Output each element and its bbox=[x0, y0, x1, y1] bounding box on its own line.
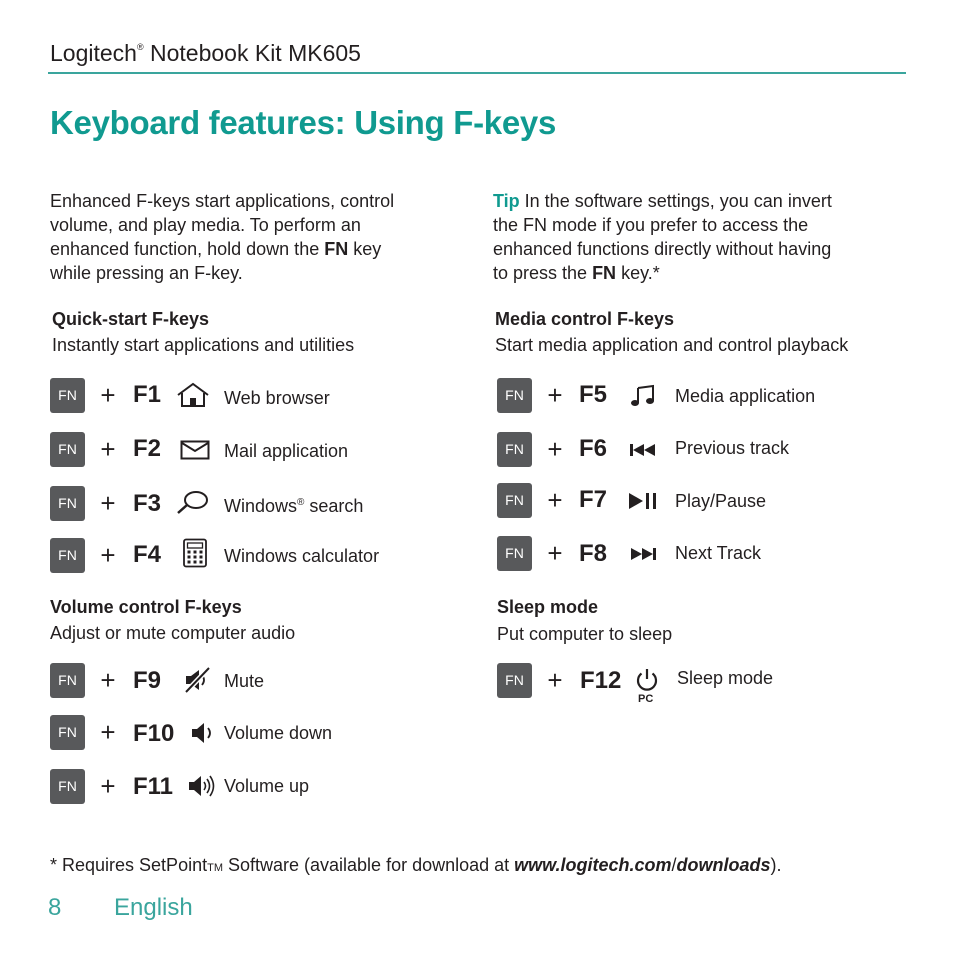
f11-key: F11 bbox=[133, 773, 174, 800]
pc-label: PC bbox=[638, 693, 654, 705]
intro-paragraph bbox=[50, 189, 450, 285]
fn-bold: FN bbox=[592, 263, 617, 283]
home-icon bbox=[176, 381, 210, 409]
intro-line-1: Enhanced F-keys start applications, control bbox=[50, 191, 395, 211]
f3-key: F3 bbox=[133, 490, 162, 517]
registered-mark: ® bbox=[297, 497, 305, 508]
plus-sign: + bbox=[547, 485, 563, 515]
plus-sign: + bbox=[100, 540, 116, 570]
fn-key: FN bbox=[497, 483, 532, 518]
trademark-mark: TM bbox=[207, 862, 223, 874]
footnote-text-2: Software (available for download at bbox=[222, 855, 515, 875]
f1-key: F1 bbox=[133, 381, 162, 408]
footnote-text: * Requires SetPoint bbox=[50, 855, 208, 875]
tip-line-1-text: In the software settings, you can invert bbox=[519, 191, 832, 211]
power-icon bbox=[634, 667, 660, 689]
plus-sign: + bbox=[547, 538, 563, 568]
product-name: Notebook Kit MK605 bbox=[143, 40, 361, 66]
download-link-path[interactable]: downloads bbox=[676, 855, 771, 875]
document-header bbox=[50, 40, 361, 67]
plus-sign: + bbox=[100, 488, 116, 518]
plus-sign: + bbox=[547, 380, 563, 410]
f2-key: F2 bbox=[133, 435, 162, 462]
f7-key: F7 bbox=[579, 486, 608, 513]
plus-sign: + bbox=[100, 380, 116, 410]
language-label: English bbox=[114, 894, 193, 921]
plus-sign: + bbox=[547, 434, 563, 464]
quick-start-heading: Quick-start F-keys bbox=[52, 309, 210, 329]
plus-sign: + bbox=[100, 717, 116, 747]
volume-down-icon bbox=[186, 719, 220, 747]
intro-line-3-end: key bbox=[348, 239, 382, 259]
footnote-end: ). bbox=[770, 855, 782, 875]
search-icon bbox=[176, 489, 210, 517]
tip-paragraph bbox=[493, 189, 903, 285]
tip-line-4-end: key.* bbox=[616, 263, 660, 283]
f8-description: Next Track bbox=[675, 543, 762, 563]
play-pause-icon bbox=[626, 487, 660, 515]
f9-description: Mute bbox=[224, 671, 265, 691]
fn-key: FN bbox=[50, 486, 85, 521]
fn-key: FN bbox=[50, 715, 85, 750]
sleep-heading: Sleep mode bbox=[497, 597, 599, 617]
volume-subtitle: Adjust or mute computer audio bbox=[50, 623, 296, 643]
tip-line-4-text: to press the bbox=[493, 263, 593, 283]
brand-name: Logitech bbox=[50, 40, 137, 66]
f3-description-text: Windows bbox=[224, 496, 298, 516]
mail-icon bbox=[178, 436, 212, 464]
f4-description: Windows calculator bbox=[224, 546, 380, 566]
fn-bold: FN bbox=[324, 239, 349, 259]
f11-description: Volume up bbox=[224, 776, 310, 796]
volume-heading: Volume control F-keys bbox=[50, 597, 242, 617]
fn-key: FN bbox=[497, 663, 532, 698]
media-heading: Media control F-keys bbox=[495, 309, 675, 329]
header-rule bbox=[48, 72, 906, 74]
f5-key: F5 bbox=[579, 381, 608, 408]
f8-key: F8 bbox=[579, 540, 608, 567]
tip-line-1 bbox=[493, 189, 903, 213]
music-note-icon bbox=[626, 382, 660, 410]
footnote bbox=[50, 855, 782, 876]
plus-sign: + bbox=[547, 665, 563, 695]
fn-key: FN bbox=[50, 769, 85, 804]
intro-line-3 bbox=[50, 237, 450, 261]
sleep-subtitle: Put computer to sleep bbox=[497, 624, 673, 644]
intro-line-4: while pressing an F-key. bbox=[50, 263, 243, 283]
f10-description: Volume down bbox=[224, 723, 333, 743]
fn-key: FN bbox=[497, 536, 532, 571]
download-link-domain[interactable]: www.logitech.com bbox=[514, 855, 672, 875]
fn-key: FN bbox=[497, 432, 532, 467]
plus-sign: + bbox=[100, 771, 116, 801]
f9-key: F9 bbox=[133, 667, 162, 694]
fn-key: FN bbox=[50, 663, 85, 698]
intro-line-3-text: enhanced function, hold down the bbox=[50, 239, 325, 259]
fn-key: FN bbox=[50, 378, 85, 413]
f12-key: F12 bbox=[580, 667, 622, 694]
plus-sign: + bbox=[100, 434, 116, 464]
page-title: Keyboard features: Using F-keys bbox=[50, 104, 557, 141]
f7-description: Play/Pause bbox=[675, 491, 767, 511]
tip-line-3: enhanced functions directly without having bbox=[493, 239, 832, 259]
fn-key: FN bbox=[50, 538, 85, 573]
f5-description: Media application bbox=[675, 386, 816, 406]
f10-key: F10 bbox=[133, 720, 175, 747]
registered-mark: ® bbox=[136, 42, 144, 52]
plus-sign: + bbox=[100, 665, 116, 695]
f3-description bbox=[224, 491, 363, 518]
tip-label: Tip bbox=[493, 191, 520, 211]
fn-key: FN bbox=[497, 378, 532, 413]
mute-icon bbox=[180, 666, 214, 694]
tip-line-2: the FN mode if you prefer to access the bbox=[493, 215, 809, 235]
quick-start-subtitle: Instantly start applications and utilities bbox=[52, 335, 355, 355]
previous-track-icon bbox=[626, 436, 660, 464]
volume-up-icon bbox=[184, 772, 218, 800]
f6-description: Previous track bbox=[675, 438, 790, 458]
fn-key: FN bbox=[50, 432, 85, 467]
f4-key: F4 bbox=[133, 541, 162, 568]
tip-line-4 bbox=[493, 261, 903, 285]
page-number: 8 bbox=[48, 894, 62, 921]
f6-key: F6 bbox=[579, 435, 608, 462]
calculator-icon bbox=[178, 539, 212, 567]
media-subtitle: Start media application and control playback bbox=[495, 335, 849, 355]
f12-description: Sleep mode bbox=[677, 668, 774, 688]
f3-description-end: search bbox=[304, 496, 364, 516]
intro-line-2: volume, and play media. To perform an bbox=[50, 215, 361, 235]
f2-description: Mail application bbox=[224, 441, 349, 461]
next-track-icon bbox=[626, 540, 660, 568]
link-slash: / bbox=[671, 855, 677, 875]
f1-description: Web browser bbox=[224, 388, 330, 408]
